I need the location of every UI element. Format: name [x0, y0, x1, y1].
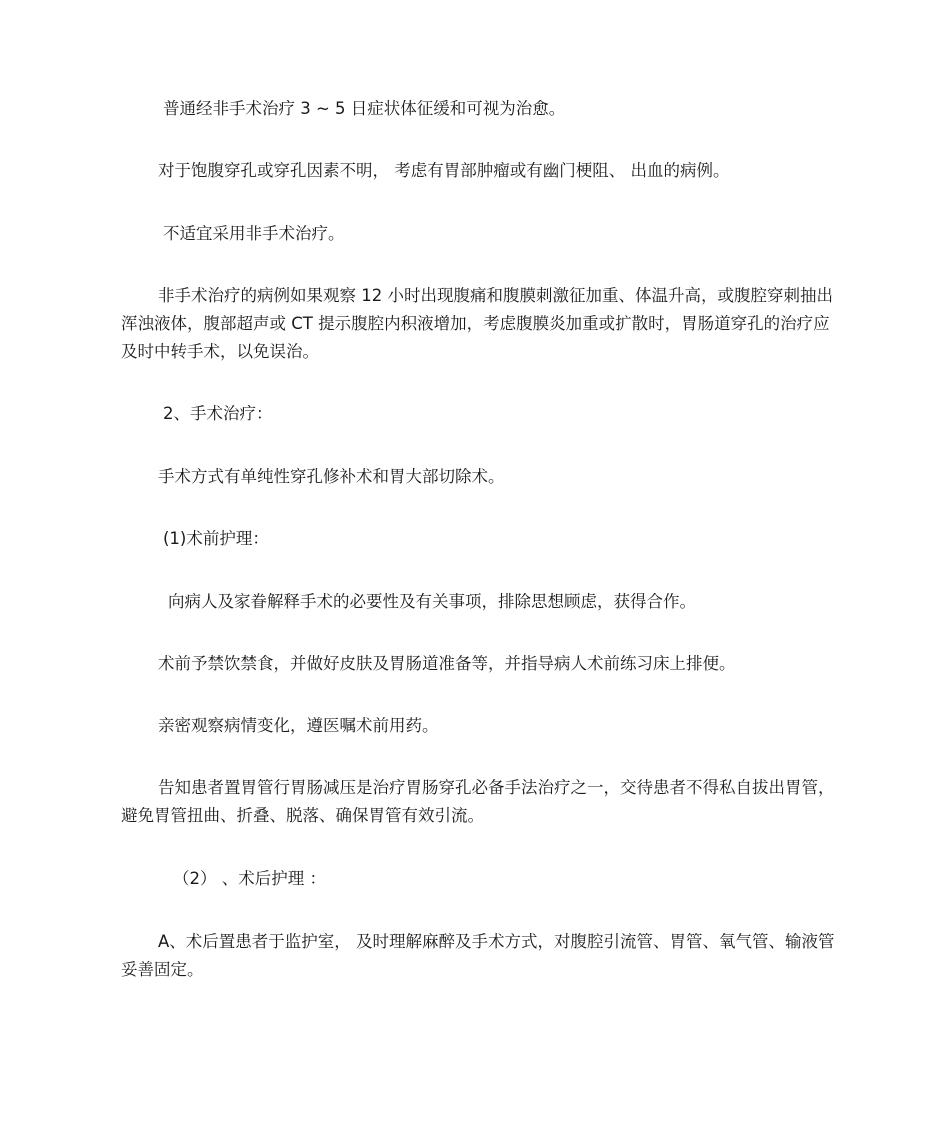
- paragraph-not-suitable: 不适宜采用非手术治疗。: [163, 224, 345, 243]
- paragraph-explain-surgery: 向病人及家眷解释手术的必要性及有关事项，排除思想顾虑，获得合作。: [168, 592, 696, 611]
- paragraph-contraindication-cases: 对于饱腹穿孔或穿孔因素不明， 考虑有胃部肿瘤或有幽门梗阻、 出血的病例。: [158, 161, 730, 180]
- paragraph-gastric-tube: 告知患者置胃管行胃肠减压是治疗胃肠穿孔必备手法治疗之一，交待患者不得私自拔出胃管，避免胃管扭曲、折叠、脱落、确保胃管有效引流。: [121, 778, 835, 825]
- subheading-preoperative-care: (1)术前护理：: [163, 529, 269, 548]
- section-heading-surgical-treatment: 2、手术治疗：: [163, 404, 273, 423]
- paragraph-observe-condition: 亲密观察病情变化，遵医嘱术前用药。: [158, 716, 439, 735]
- paragraph-surgery-methods: 手术方式有单纯性穿孔修补术和胃大部切除术。: [158, 467, 505, 486]
- paragraph-postoperative-monitoring: A、术后置患者于监护室， 及时理解麻醉及手术方式，对腹腔引流管、胃管、氧气管、输液管妥善固定。: [121, 932, 835, 979]
- subheading-postoperative-care: （2） 、术后护理 ：: [173, 869, 326, 888]
- paragraph-cure-criteria: 普通经非手术治疗 3 ~ 5 日症状体征缓和可视为治愈。: [163, 99, 566, 118]
- paragraph-fasting-preparation: 术前予禁饮禁食，并做好皮肤及胃肠道准备等，并指导病人术前练习床上排便。: [158, 654, 736, 673]
- paragraph-convert-to-surgery: 非手术治疗的病例如果观察 12 小时出现腹痛和腹膜刺激征加重、体温升高，或腹腔穿刺抽出浑浊液体，腹部超声或 CT 提示腹腔内积液增加，考虑腹膜炎加重或扩散时，胃肠道穿孔的治疗应及时中转手术，以免误治。: [121, 286, 833, 361]
